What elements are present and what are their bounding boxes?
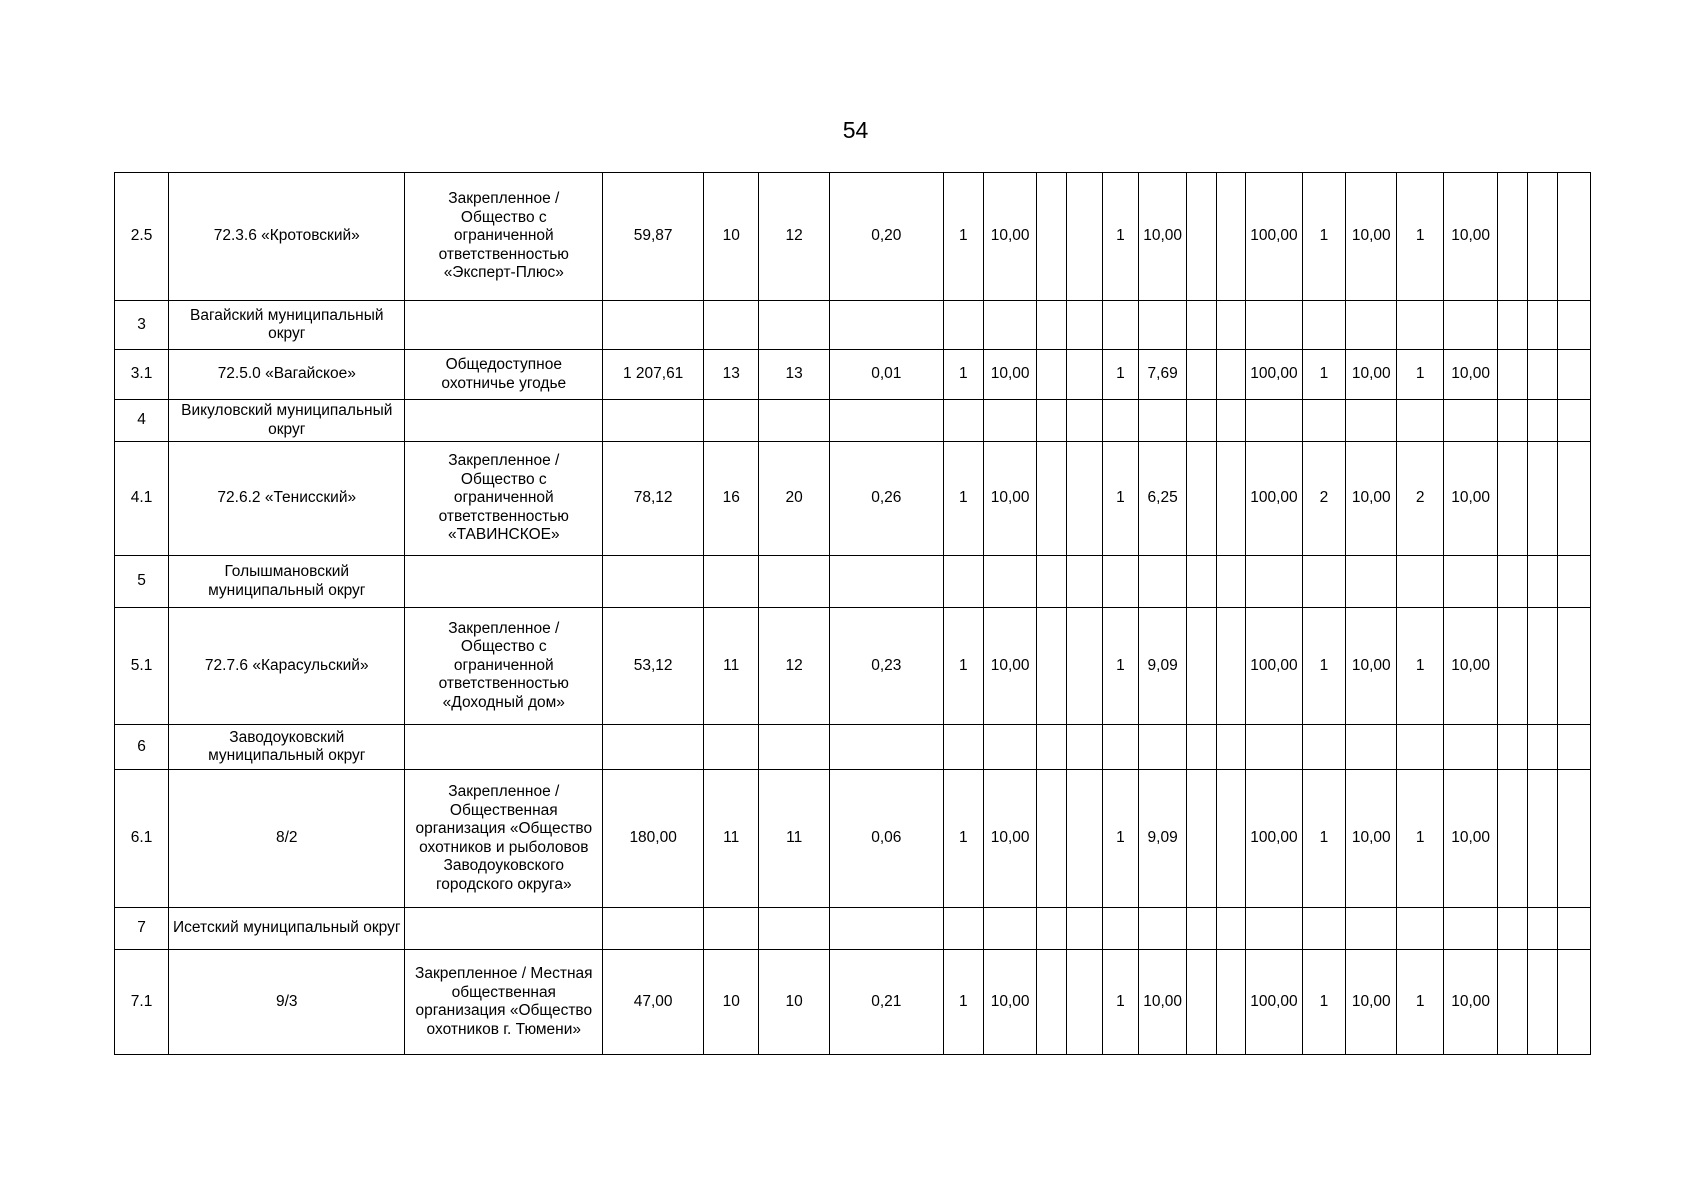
empty-cell [1217, 556, 1246, 608]
empty-cell [1498, 400, 1528, 442]
count-a [704, 400, 759, 442]
empty-cell [1498, 173, 1528, 301]
density-value: 0,20 [830, 173, 943, 301]
empty-cell [1528, 725, 1557, 770]
empty-cell [1067, 350, 1102, 400]
empty-cell [1498, 725, 1528, 770]
count-a: 11 [704, 770, 759, 908]
empty-cell [1217, 442, 1246, 556]
quota-percent-3: 10,00 [1346, 173, 1397, 301]
area-value [603, 725, 704, 770]
quota-percent-4 [1444, 908, 1498, 950]
quota-percent-1: 10,00 [984, 950, 1037, 1055]
quota-percent-3 [1346, 725, 1397, 770]
quota-count-2 [1102, 725, 1138, 770]
empty-cell [1217, 350, 1246, 400]
empty-cell [1037, 950, 1067, 1055]
empty-cell [1037, 725, 1067, 770]
empty-cell [1528, 301, 1557, 350]
quota-count-2: 1 [1102, 770, 1138, 908]
empty-cell [1037, 556, 1067, 608]
empty-cell [1498, 950, 1528, 1055]
density-value: 0,01 [830, 350, 943, 400]
percent-total [1246, 725, 1302, 770]
count-b [759, 725, 830, 770]
quota-percent-2: 9,09 [1139, 770, 1187, 908]
density-value [830, 908, 943, 950]
empty-cell [1187, 350, 1217, 400]
quota-count-3: 2 [1302, 442, 1346, 556]
area-value: 53,12 [603, 608, 704, 725]
empty-cell [1557, 950, 1590, 1055]
quota-percent-1 [984, 725, 1037, 770]
empty-cell [1067, 556, 1102, 608]
count-a [704, 908, 759, 950]
row-number: 4 [115, 400, 169, 442]
quota-percent-2 [1139, 400, 1187, 442]
count-b: 20 [759, 442, 830, 556]
quota-count-4: 1 [1397, 770, 1444, 908]
empty-cell [1187, 173, 1217, 301]
quota-percent-3 [1346, 556, 1397, 608]
quota-percent-2 [1139, 301, 1187, 350]
quota-percent-3 [1346, 400, 1397, 442]
area-value: 59,87 [603, 173, 704, 301]
empty-cell [1067, 301, 1102, 350]
quota-percent-3: 10,00 [1346, 950, 1397, 1055]
row-number: 5 [115, 556, 169, 608]
count-a [704, 725, 759, 770]
density-value: 0,23 [830, 608, 943, 725]
density-value: 0,21 [830, 950, 943, 1055]
count-a: 10 [704, 950, 759, 1055]
empty-cell [1067, 608, 1102, 725]
quota-percent-4 [1444, 725, 1498, 770]
percent-total: 100,00 [1246, 770, 1302, 908]
empty-cell [1498, 908, 1528, 950]
quota-percent-2: 7,69 [1139, 350, 1187, 400]
quota-count-3: 1 [1302, 173, 1346, 301]
quota-count-2 [1102, 400, 1138, 442]
quota-percent-2 [1139, 725, 1187, 770]
quota-count-3: 1 [1302, 350, 1346, 400]
quota-percent-4: 10,00 [1444, 770, 1498, 908]
empty-cell [1528, 608, 1557, 725]
quota-percent-1: 10,00 [984, 350, 1037, 400]
density-value: 0,06 [830, 770, 943, 908]
quota-count-1: 1 [943, 950, 984, 1055]
area-value [603, 301, 704, 350]
empty-cell [1557, 556, 1590, 608]
table-row [115, 400, 1591, 442]
quota-percent-4 [1444, 556, 1498, 608]
quota-percent-2 [1139, 556, 1187, 608]
quota-percent-3: 10,00 [1346, 442, 1397, 556]
quota-count-2: 1 [1102, 350, 1138, 400]
empty-cell [1037, 350, 1067, 400]
density-value [830, 725, 943, 770]
ground-name: Голышмановский муниципальный округ [169, 556, 405, 608]
empty-cell [1528, 770, 1557, 908]
table-row [115, 950, 1591, 1055]
empty-cell [1498, 608, 1528, 725]
quota-percent-1: 10,00 [984, 770, 1037, 908]
ground-name: 8/2 [169, 770, 405, 908]
empty-cell [1067, 442, 1102, 556]
table-row [115, 608, 1591, 725]
quota-percent-2 [1139, 908, 1187, 950]
table-row [115, 725, 1591, 770]
ground-description [405, 400, 603, 442]
ground-description [405, 908, 603, 950]
quota-percent-3: 10,00 [1346, 770, 1397, 908]
empty-cell [1557, 301, 1590, 350]
empty-cell [1067, 950, 1102, 1055]
ground-description: Закрепленное / Местная общественная организация «Общество охотников г. Тюмени» [405, 950, 603, 1055]
quota-percent-2: 10,00 [1139, 950, 1187, 1055]
quota-percent-4: 10,00 [1444, 173, 1498, 301]
quota-count-3: 1 [1302, 950, 1346, 1055]
quota-count-4 [1397, 301, 1444, 350]
count-b: 12 [759, 608, 830, 725]
count-a: 13 [704, 350, 759, 400]
area-value [603, 908, 704, 950]
empty-cell [1528, 908, 1557, 950]
percent-total [1246, 556, 1302, 608]
percent-total: 100,00 [1246, 173, 1302, 301]
empty-cell [1217, 725, 1246, 770]
density-value [830, 400, 943, 442]
row-number: 4.1 [115, 442, 169, 556]
quota-count-4 [1397, 725, 1444, 770]
density-value [830, 301, 943, 350]
quota-percent-1 [984, 908, 1037, 950]
count-b [759, 908, 830, 950]
empty-cell [1217, 173, 1246, 301]
empty-cell [1557, 770, 1590, 908]
empty-cell [1528, 173, 1557, 301]
empty-cell [1037, 301, 1067, 350]
quota-count-4 [1397, 556, 1444, 608]
ground-name: Викуловский муниципальный округ [169, 400, 405, 442]
row-number: 3.1 [115, 350, 169, 400]
empty-cell [1187, 301, 1217, 350]
count-b: 11 [759, 770, 830, 908]
empty-cell [1557, 350, 1590, 400]
percent-total [1246, 400, 1302, 442]
table-row [115, 350, 1591, 400]
table-row [115, 442, 1591, 556]
count-b [759, 400, 830, 442]
quota-count-4: 1 [1397, 350, 1444, 400]
hunting-grounds-table [114, 172, 1591, 1055]
empty-cell [1557, 400, 1590, 442]
quota-count-2: 1 [1102, 950, 1138, 1055]
quota-percent-4: 10,00 [1444, 950, 1498, 1055]
percent-total [1246, 301, 1302, 350]
quota-count-2 [1102, 908, 1138, 950]
count-b: 13 [759, 350, 830, 400]
empty-cell [1187, 770, 1217, 908]
quota-percent-1: 10,00 [984, 173, 1037, 301]
ground-description [405, 725, 603, 770]
quota-count-3 [1302, 556, 1346, 608]
area-value: 180,00 [603, 770, 704, 908]
row-number: 7.1 [115, 950, 169, 1055]
quota-count-1 [943, 400, 984, 442]
quota-count-1 [943, 908, 984, 950]
quota-percent-1 [984, 301, 1037, 350]
count-a: 10 [704, 173, 759, 301]
quota-count-2 [1102, 556, 1138, 608]
empty-cell [1557, 608, 1590, 725]
empty-cell [1037, 908, 1067, 950]
quota-percent-2: 9,09 [1139, 608, 1187, 725]
quota-count-1: 1 [943, 350, 984, 400]
ground-name: 72.5.0 «Вагайское» [169, 350, 405, 400]
quota-count-2: 1 [1102, 442, 1138, 556]
empty-cell [1498, 556, 1528, 608]
ground-name: Вагайский муниципальный округ [169, 301, 405, 350]
count-b: 10 [759, 950, 830, 1055]
ground-description: Закрепленное / Общество с ограниченной ответственностью «Доходный дом» [405, 608, 603, 725]
quota-percent-4 [1444, 400, 1498, 442]
quota-count-1 [943, 725, 984, 770]
row-number: 3 [115, 301, 169, 350]
empty-cell [1528, 442, 1557, 556]
quota-count-1 [943, 556, 984, 608]
quota-count-4 [1397, 908, 1444, 950]
quota-count-3: 1 [1302, 770, 1346, 908]
area-value: 78,12 [603, 442, 704, 556]
empty-cell [1217, 301, 1246, 350]
quota-percent-2: 6,25 [1139, 442, 1187, 556]
empty-cell [1557, 173, 1590, 301]
table-row [115, 908, 1591, 950]
count-a: 11 [704, 608, 759, 725]
quota-count-2: 1 [1102, 608, 1138, 725]
empty-cell [1067, 725, 1102, 770]
quota-percent-1 [984, 400, 1037, 442]
ground-description [405, 556, 603, 608]
quota-count-2: 1 [1102, 173, 1138, 301]
quota-percent-4: 10,00 [1444, 608, 1498, 725]
quota-count-3 [1302, 908, 1346, 950]
density-value: 0,26 [830, 442, 943, 556]
ground-name: 9/3 [169, 950, 405, 1055]
empty-cell [1498, 770, 1528, 908]
percent-total: 100,00 [1246, 442, 1302, 556]
quota-count-3 [1302, 301, 1346, 350]
empty-cell [1498, 301, 1528, 350]
table-row [115, 556, 1591, 608]
empty-cell [1528, 556, 1557, 608]
empty-cell [1067, 173, 1102, 301]
empty-cell [1557, 442, 1590, 556]
quota-count-1: 1 [943, 173, 984, 301]
quota-count-4: 2 [1397, 442, 1444, 556]
quota-count-1: 1 [943, 442, 984, 556]
empty-cell [1067, 770, 1102, 908]
quota-count-3 [1302, 725, 1346, 770]
empty-cell [1187, 908, 1217, 950]
row-number: 7 [115, 908, 169, 950]
count-a [704, 301, 759, 350]
quota-percent-1: 10,00 [984, 442, 1037, 556]
empty-cell [1187, 400, 1217, 442]
quota-count-1: 1 [943, 770, 984, 908]
empty-cell [1037, 173, 1067, 301]
table-row [115, 770, 1591, 908]
quota-percent-2: 10,00 [1139, 173, 1187, 301]
ground-description: Закрепленное / Общественная организация «Общество охотников и рыболовов Заводоуковского городского округа» [405, 770, 603, 908]
empty-cell [1217, 400, 1246, 442]
area-value: 1 207,61 [603, 350, 704, 400]
ground-name: 72.7.6 «Карасульский» [169, 608, 405, 725]
empty-cell [1067, 400, 1102, 442]
empty-cell [1187, 950, 1217, 1055]
row-number: 6.1 [115, 770, 169, 908]
empty-cell [1187, 556, 1217, 608]
table-row [115, 301, 1591, 350]
quota-count-3 [1302, 400, 1346, 442]
empty-cell [1498, 350, 1528, 400]
quota-percent-1 [984, 556, 1037, 608]
empty-cell [1037, 400, 1067, 442]
area-value [603, 556, 704, 608]
quota-percent-3 [1346, 301, 1397, 350]
empty-cell [1187, 442, 1217, 556]
percent-total [1246, 908, 1302, 950]
ground-name: 72.3.6 «Кротовский» [169, 173, 405, 301]
quota-percent-4: 10,00 [1444, 350, 1498, 400]
density-value [830, 556, 943, 608]
empty-cell [1217, 770, 1246, 908]
quota-percent-3: 10,00 [1346, 608, 1397, 725]
empty-cell [1528, 350, 1557, 400]
quota-count-4: 1 [1397, 608, 1444, 725]
quota-count-2 [1102, 301, 1138, 350]
count-b [759, 556, 830, 608]
table-row [115, 173, 1591, 301]
empty-cell [1037, 442, 1067, 556]
quota-percent-3 [1346, 908, 1397, 950]
ground-name: Исетский муниципальный округ [169, 908, 405, 950]
percent-total: 100,00 [1246, 350, 1302, 400]
empty-cell [1498, 442, 1528, 556]
empty-cell [1557, 725, 1590, 770]
quota-count-4 [1397, 400, 1444, 442]
row-number: 2.5 [115, 173, 169, 301]
area-value: 47,00 [603, 950, 704, 1055]
empty-cell [1037, 608, 1067, 725]
quota-percent-1: 10,00 [984, 608, 1037, 725]
empty-cell [1067, 908, 1102, 950]
empty-cell [1187, 725, 1217, 770]
percent-total: 100,00 [1246, 950, 1302, 1055]
quota-count-4: 1 [1397, 173, 1444, 301]
ground-description: Общедоступное охотничье угодье [405, 350, 603, 400]
ground-description: Закрепленное / Общество с ограниченной ответственностью «Эксперт-Плюс» [405, 173, 603, 301]
count-b [759, 301, 830, 350]
quota-percent-4: 10,00 [1444, 442, 1498, 556]
quota-count-1: 1 [943, 608, 984, 725]
empty-cell [1217, 608, 1246, 725]
empty-cell [1217, 950, 1246, 1055]
quota-count-1 [943, 301, 984, 350]
ground-name: Заводоуковский муниципальный округ [169, 725, 405, 770]
empty-cell [1217, 908, 1246, 950]
percent-total: 100,00 [1246, 608, 1302, 725]
ground-name: 72.6.2 «Тенисский» [169, 442, 405, 556]
count-a [704, 556, 759, 608]
ground-description [405, 301, 603, 350]
empty-cell [1557, 908, 1590, 950]
ground-description: Закрепленное / Общество с ограниченной ответственностью «ТАВИНСКОЕ» [405, 442, 603, 556]
empty-cell [1528, 950, 1557, 1055]
empty-cell [1037, 770, 1067, 908]
count-b: 12 [759, 173, 830, 301]
quota-count-4: 1 [1397, 950, 1444, 1055]
quota-percent-3: 10,00 [1346, 350, 1397, 400]
page-number: 54 [842, 117, 869, 143]
quota-count-3: 1 [1302, 608, 1346, 725]
empty-cell [1187, 608, 1217, 725]
quota-percent-4 [1444, 301, 1498, 350]
area-value [603, 400, 704, 442]
count-a: 16 [704, 442, 759, 556]
row-number: 6 [115, 725, 169, 770]
empty-cell [1528, 400, 1557, 442]
row-number: 5.1 [115, 608, 169, 725]
